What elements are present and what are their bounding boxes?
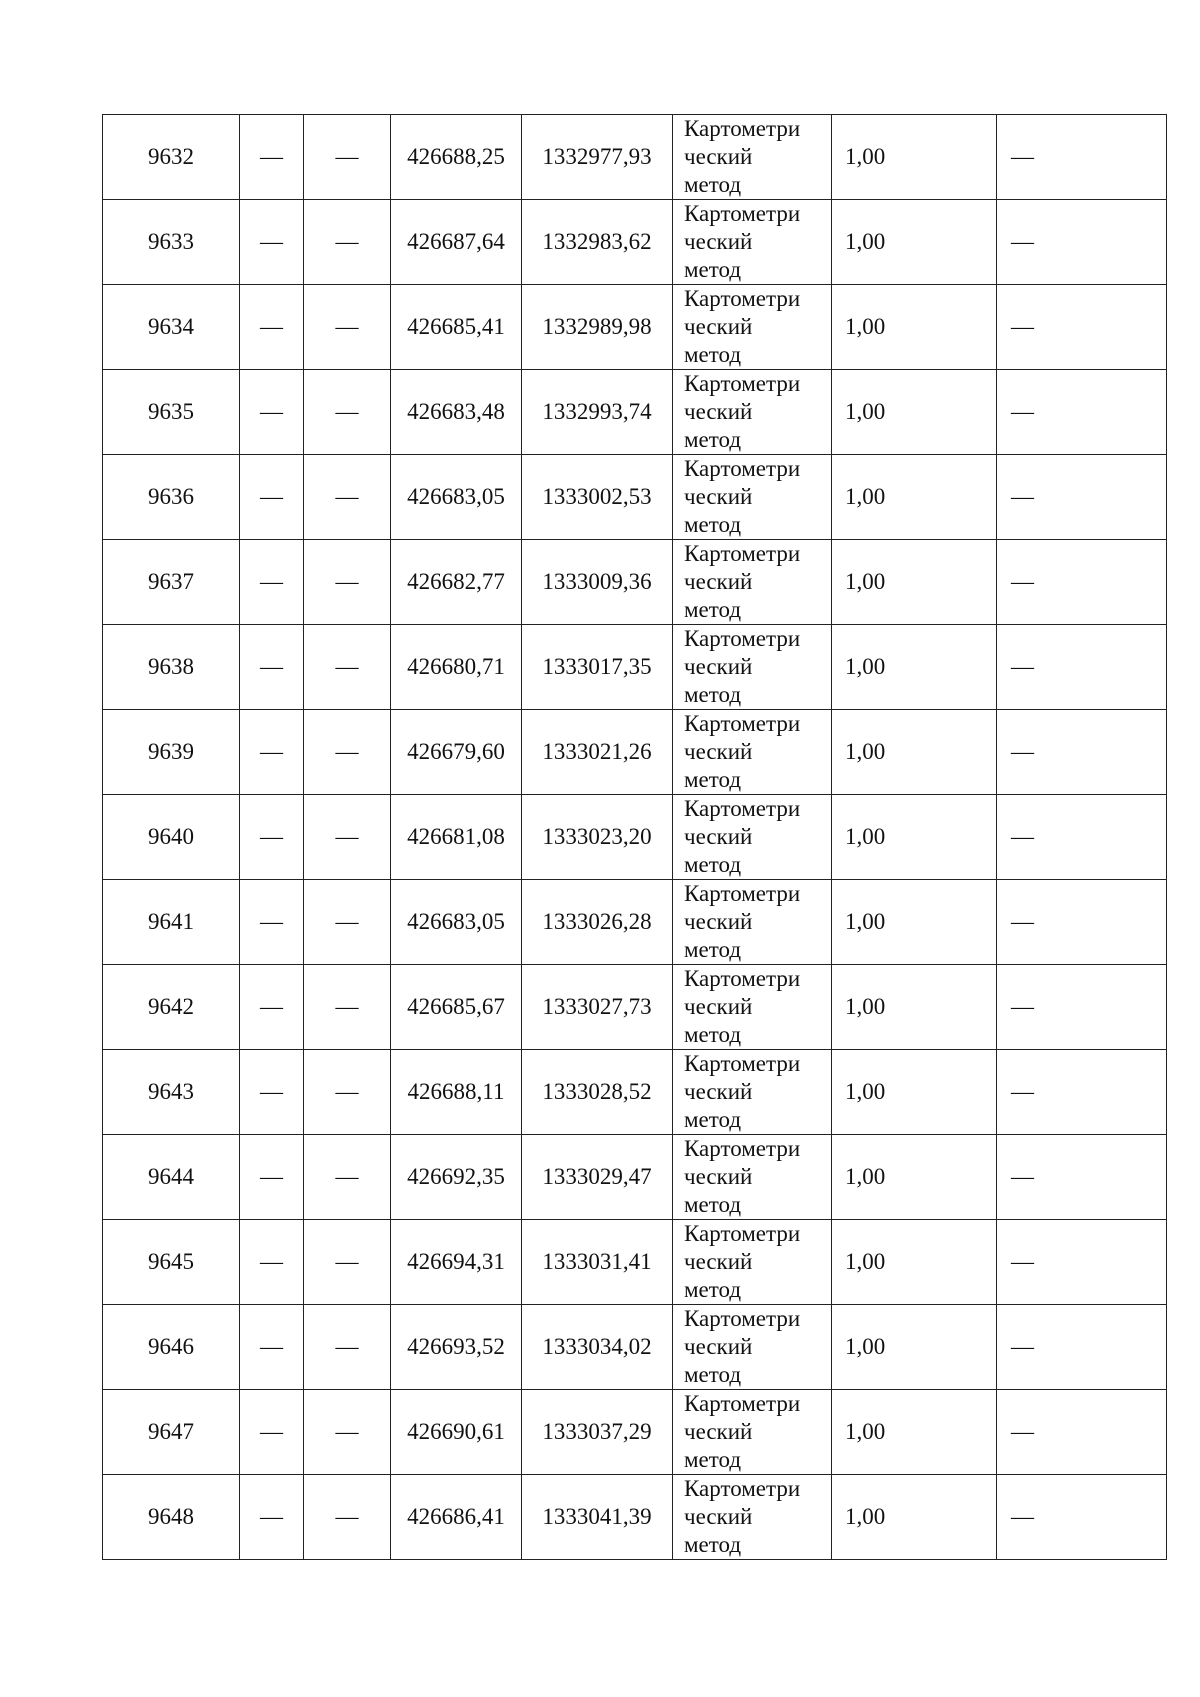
empty-dash-cell: — xyxy=(304,1390,391,1475)
y-coordinate-cell: 1332977,93 xyxy=(522,115,673,200)
empty-dash-cell: — xyxy=(240,625,304,710)
y-coordinate-cell: 1333023,20 xyxy=(522,795,673,880)
method-cell: Картометри ческий метод xyxy=(673,1050,832,1135)
description-cell: — xyxy=(997,625,1167,710)
table-row xyxy=(103,795,1167,880)
x-coordinate-cell: 426680,71 xyxy=(391,625,522,710)
y-coordinate-cell: 1333031,41 xyxy=(522,1220,673,1305)
table-row xyxy=(103,1305,1167,1390)
empty-dash-cell: — xyxy=(304,880,391,965)
table-row xyxy=(103,965,1167,1050)
empty-dash-cell: — xyxy=(304,115,391,200)
description-cell: — xyxy=(997,1220,1167,1305)
description-cell: — xyxy=(997,1050,1167,1135)
table-body xyxy=(103,115,1167,1560)
description-cell: — xyxy=(997,1475,1167,1560)
empty-dash-cell: — xyxy=(240,1135,304,1220)
x-coordinate-cell: 426681,08 xyxy=(391,795,522,880)
accuracy-cell: 1,00 xyxy=(832,1135,997,1220)
method-cell: Картометри ческий метод xyxy=(673,965,832,1050)
y-coordinate-cell: 1332983,62 xyxy=(522,200,673,285)
accuracy-cell: 1,00 xyxy=(832,455,997,540)
method-cell: Картометри ческий метод xyxy=(673,1475,832,1560)
table-row xyxy=(103,115,1167,200)
y-coordinate-cell: 1333017,35 xyxy=(522,625,673,710)
y-coordinate-cell: 1332993,74 xyxy=(522,370,673,455)
accuracy-cell: 1,00 xyxy=(832,965,997,1050)
point-number-cell: 9639 xyxy=(103,710,240,795)
empty-dash-cell: — xyxy=(304,965,391,1050)
empty-dash-cell: — xyxy=(240,1050,304,1135)
description-cell: — xyxy=(997,285,1167,370)
table-row xyxy=(103,370,1167,455)
empty-dash-cell: — xyxy=(304,1135,391,1220)
empty-dash-cell: — xyxy=(240,455,304,540)
empty-dash-cell: — xyxy=(240,200,304,285)
point-number-cell: 9638 xyxy=(103,625,240,710)
y-coordinate-cell: 1333021,26 xyxy=(522,710,673,795)
x-coordinate-cell: 426683,48 xyxy=(391,370,522,455)
method-cell: Картометри ческий метод xyxy=(673,115,832,200)
method-cell: Картометри ческий метод xyxy=(673,1135,832,1220)
accuracy-cell: 1,00 xyxy=(832,540,997,625)
description-cell: — xyxy=(997,540,1167,625)
x-coordinate-cell: 426694,31 xyxy=(391,1220,522,1305)
point-number-cell: 9632 xyxy=(103,115,240,200)
table-row xyxy=(103,540,1167,625)
table-row xyxy=(103,625,1167,710)
point-number-cell: 9644 xyxy=(103,1135,240,1220)
x-coordinate-cell: 426688,25 xyxy=(391,115,522,200)
accuracy-cell: 1,00 xyxy=(832,1475,997,1560)
accuracy-cell: 1,00 xyxy=(832,1220,997,1305)
accuracy-cell: 1,00 xyxy=(832,1305,997,1390)
empty-dash-cell: — xyxy=(304,625,391,710)
empty-dash-cell: — xyxy=(240,965,304,1050)
point-number-cell: 9641 xyxy=(103,880,240,965)
description-cell: — xyxy=(997,200,1167,285)
accuracy-cell: 1,00 xyxy=(832,285,997,370)
description-cell: — xyxy=(997,455,1167,540)
description-cell: — xyxy=(997,710,1167,795)
description-cell: — xyxy=(997,1305,1167,1390)
x-coordinate-cell: 426687,64 xyxy=(391,200,522,285)
empty-dash-cell: — xyxy=(304,1305,391,1390)
point-number-cell: 9637 xyxy=(103,540,240,625)
y-coordinate-cell: 1333027,73 xyxy=(522,965,673,1050)
description-cell: — xyxy=(997,1390,1167,1475)
point-number-cell: 9636 xyxy=(103,455,240,540)
empty-dash-cell: — xyxy=(240,1305,304,1390)
empty-dash-cell: — xyxy=(240,710,304,795)
point-number-cell: 9642 xyxy=(103,965,240,1050)
method-cell: Картометри ческий метод xyxy=(673,455,832,540)
table-row xyxy=(103,1135,1167,1220)
empty-dash-cell: — xyxy=(304,795,391,880)
empty-dash-cell: — xyxy=(304,1220,391,1305)
empty-dash-cell: — xyxy=(240,1390,304,1475)
table-row xyxy=(103,1390,1167,1475)
table-row xyxy=(103,1475,1167,1560)
method-cell: Картометри ческий метод xyxy=(673,540,832,625)
y-coordinate-cell: 1333037,29 xyxy=(522,1390,673,1475)
empty-dash-cell: — xyxy=(240,370,304,455)
accuracy-cell: 1,00 xyxy=(832,1050,997,1135)
empty-dash-cell: — xyxy=(304,540,391,625)
accuracy-cell: 1,00 xyxy=(832,1390,997,1475)
empty-dash-cell: — xyxy=(240,285,304,370)
accuracy-cell: 1,00 xyxy=(832,200,997,285)
x-coordinate-cell: 426683,05 xyxy=(391,455,522,540)
accuracy-cell: 1,00 xyxy=(832,115,997,200)
coordinates-table xyxy=(102,114,1167,1560)
description-cell: — xyxy=(997,370,1167,455)
point-number-cell: 9634 xyxy=(103,285,240,370)
method-cell: Картометри ческий метод xyxy=(673,1305,832,1390)
empty-dash-cell: — xyxy=(304,200,391,285)
table-row xyxy=(103,1220,1167,1305)
y-coordinate-cell: 1333029,47 xyxy=(522,1135,673,1220)
empty-dash-cell: — xyxy=(240,1475,304,1560)
method-cell: Картометри ческий метод xyxy=(673,710,832,795)
description-cell: — xyxy=(997,880,1167,965)
table-row xyxy=(103,1050,1167,1135)
method-cell: Картометри ческий метод xyxy=(673,285,832,370)
accuracy-cell: 1,00 xyxy=(832,370,997,455)
accuracy-cell: 1,00 xyxy=(832,625,997,710)
method-cell: Картометри ческий метод xyxy=(673,625,832,710)
empty-dash-cell: — xyxy=(304,1050,391,1135)
x-coordinate-cell: 426686,41 xyxy=(391,1475,522,1560)
empty-dash-cell: — xyxy=(240,795,304,880)
x-coordinate-cell: 426679,60 xyxy=(391,710,522,795)
point-number-cell: 9645 xyxy=(103,1220,240,1305)
accuracy-cell: 1,00 xyxy=(832,710,997,795)
description-cell: — xyxy=(997,115,1167,200)
x-coordinate-cell: 426692,35 xyxy=(391,1135,522,1220)
empty-dash-cell: — xyxy=(240,115,304,200)
y-coordinate-cell: 1333026,28 xyxy=(522,880,673,965)
table-row xyxy=(103,455,1167,540)
x-coordinate-cell: 426685,67 xyxy=(391,965,522,1050)
method-cell: Картометри ческий метод xyxy=(673,880,832,965)
table-row xyxy=(103,710,1167,795)
point-number-cell: 9648 xyxy=(103,1475,240,1560)
table-row xyxy=(103,880,1167,965)
point-number-cell: 9635 xyxy=(103,370,240,455)
x-coordinate-cell: 426693,52 xyxy=(391,1305,522,1390)
empty-dash-cell: — xyxy=(304,710,391,795)
empty-dash-cell: — xyxy=(240,1220,304,1305)
empty-dash-cell: — xyxy=(304,455,391,540)
method-cell: Картометри ческий метод xyxy=(673,1220,832,1305)
table-row xyxy=(103,285,1167,370)
method-cell: Картометри ческий метод xyxy=(673,1390,832,1475)
empty-dash-cell: — xyxy=(304,370,391,455)
x-coordinate-cell: 426683,05 xyxy=(391,880,522,965)
accuracy-cell: 1,00 xyxy=(832,795,997,880)
x-coordinate-cell: 426688,11 xyxy=(391,1050,522,1135)
point-number-cell: 9646 xyxy=(103,1305,240,1390)
point-number-cell: 9633 xyxy=(103,200,240,285)
y-coordinate-cell: 1333041,39 xyxy=(522,1475,673,1560)
y-coordinate-cell: 1333028,52 xyxy=(522,1050,673,1135)
x-coordinate-cell: 426682,77 xyxy=(391,540,522,625)
y-coordinate-cell: 1333002,53 xyxy=(522,455,673,540)
y-coordinate-cell: 1333034,02 xyxy=(522,1305,673,1390)
table-row xyxy=(103,200,1167,285)
method-cell: Картометри ческий метод xyxy=(673,200,832,285)
empty-dash-cell: — xyxy=(304,1475,391,1560)
method-cell: Картометри ческий метод xyxy=(673,795,832,880)
description-cell: — xyxy=(997,1135,1167,1220)
accuracy-cell: 1,00 xyxy=(832,880,997,965)
point-number-cell: 9640 xyxy=(103,795,240,880)
x-coordinate-cell: 426690,61 xyxy=(391,1390,522,1475)
description-cell: — xyxy=(997,965,1167,1050)
method-cell: Картометри ческий метод xyxy=(673,370,832,455)
x-coordinate-cell: 426685,41 xyxy=(391,285,522,370)
point-number-cell: 9643 xyxy=(103,1050,240,1135)
y-coordinate-cell: 1332989,98 xyxy=(522,285,673,370)
empty-dash-cell: — xyxy=(240,880,304,965)
point-number-cell: 9647 xyxy=(103,1390,240,1475)
description-cell: — xyxy=(997,795,1167,880)
y-coordinate-cell: 1333009,36 xyxy=(522,540,673,625)
empty-dash-cell: — xyxy=(304,285,391,370)
empty-dash-cell: — xyxy=(240,540,304,625)
